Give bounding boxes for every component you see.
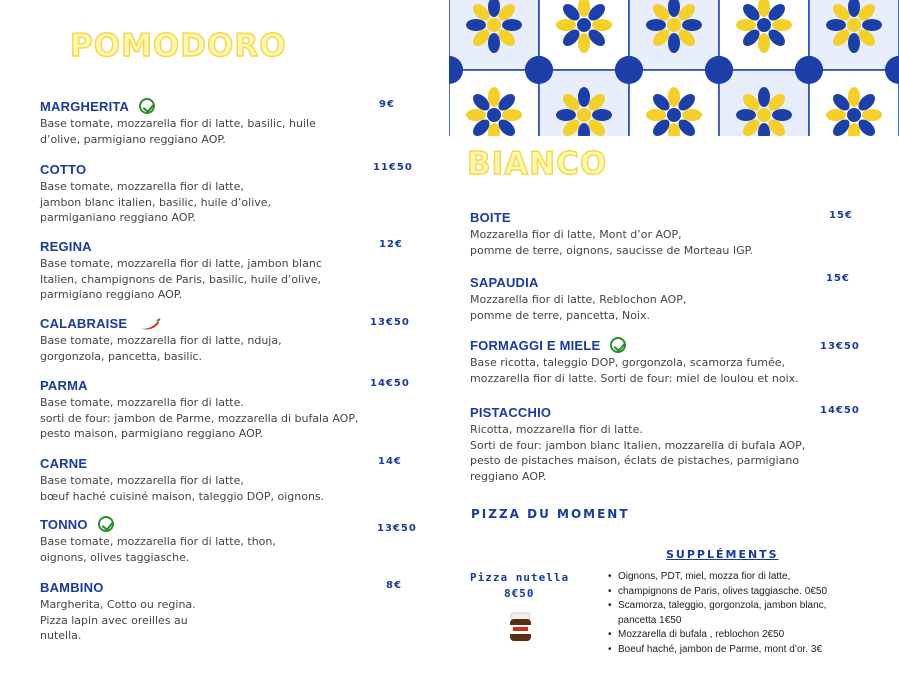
item-price: 15€	[826, 273, 850, 284]
item-name: BOITE	[470, 209, 511, 225]
item-name: PARMA	[40, 377, 88, 393]
menu-item-margherita	[40, 97, 420, 147]
supplement-line: • Boeuf haché, jambon de Parme, mont d’or. 3€	[608, 643, 827, 658]
item-description: Base tomate, mozzarella fior di latte, nduja, gorgonzola, pancetta, basilic.	[40, 334, 282, 363]
item-price: 14€50	[370, 378, 410, 389]
item-description: Base tomate, mozzarella fior di latte, jambon blanc italien, basilic, huile d’olive, parmiganiano reggiano AOP.	[40, 180, 272, 225]
section-title-bianco: BIANCO	[467, 146, 608, 182]
item-name: BAMBINO	[40, 579, 104, 595]
decorative-tiles-image	[449, 0, 899, 136]
section-title-pomodoro: POMODORO	[70, 28, 287, 64]
item-name: SAPAUDIA	[470, 274, 539, 290]
moment-pizza-price: 8€50	[504, 587, 535, 600]
menu-item-parma	[40, 376, 420, 442]
supplements-title: SUPPLÉMENTS	[666, 548, 779, 561]
item-description: Margherita, Cotto ou regina. Pizza lapin avec oreilles au nutella.	[40, 598, 196, 643]
item-description: Base tomate, mozzarella fior di latte, basilic, huile d’olive, parmigiano reggiano AOP.	[40, 117, 316, 146]
item-name: CARNE	[40, 455, 88, 471]
supplement-line: • Mozzarella di bufala , reblochon 2€50	[608, 628, 827, 643]
item-description: Base tomate, mozzarella fior di latte. sorti de four: jambon de Parme, mozzarella di bufala AOP, pesto maison, parmigiano reggiano AOP.	[40, 396, 359, 441]
item-description: Mozzarella fior di latte, Mont d’or AOP, pomme de terre, oignons, saucisse de Morteau IGP.	[470, 228, 754, 257]
vegetarian-icon	[610, 337, 626, 353]
supplement-line: • Scamorza, taleggio, gorgonzola, jambon blanc,	[608, 599, 827, 614]
menu-item-carne	[40, 454, 420, 504]
menu-item-boite	[470, 208, 870, 258]
item-name: REGINA	[40, 238, 92, 254]
item-price: 14€	[378, 456, 402, 467]
item-price: 13€50	[377, 523, 417, 534]
menu-item-regina	[40, 237, 420, 303]
item-price: 15€	[829, 210, 853, 221]
menu-item-bambino	[40, 578, 420, 644]
item-description: Base tomate, mozzarella fior di latte, thon, oignons, olives taggiasche.	[40, 535, 276, 564]
supplement-line: pancetta 1€50	[618, 614, 682, 626]
supplement-line: • champignons de Paris, olives taggiasche. 0€50	[608, 585, 827, 600]
item-description: Base tomate, mozzarella fior di latte, jambon blanc Italien, champignons de Paris, basilic, huile d’olive, parmigiano reggiano AOP.	[40, 257, 322, 302]
item-name: FORMAGGI E MIELE	[470, 337, 601, 353]
menu-item-tonno	[40, 515, 420, 565]
menu-item-sapaudia	[470, 273, 870, 323]
item-description: Base ricotta, taleggio DOP, gorgonzola, scamorza fumée, mozzarella fior di latte. Sorti de four: miel de loulou et noix.	[470, 356, 799, 385]
item-price: 14€50	[820, 405, 860, 416]
menu-item-cotto	[40, 160, 420, 226]
item-description: Base tomate, mozzarella fior di latte, bœuf haché cuisiné maison, taleggio DOP, oignons.	[40, 474, 325, 503]
chili-icon	[137, 318, 159, 328]
item-name: TONNO	[40, 516, 88, 532]
vegetarian-icon	[139, 98, 155, 114]
supplement-line: • Oignons, PDT, miel, mozza fior di latte,	[608, 570, 827, 585]
item-price: 11€50	[373, 162, 413, 173]
supplements-list	[608, 570, 827, 657]
item-price: 12€	[379, 239, 403, 250]
item-price: 13€50	[820, 341, 860, 352]
pizza-du-moment-title: PIZZA DU MOMENT	[471, 507, 630, 521]
item-price: 13€50	[370, 317, 410, 328]
vegetarian-icon	[98, 516, 114, 532]
item-price: 9€	[379, 99, 395, 110]
item-name: MARGHERITA	[40, 98, 130, 114]
item-description: Mozzarella fior di latte, Reblochon AOP, pomme de terre, pancetta, Noix.	[470, 293, 687, 322]
item-price: 8€	[386, 580, 402, 591]
item-name: CALABRAISE	[40, 315, 128, 331]
menu-item-calabraise	[40, 314, 420, 364]
moment-pizza-name: Pizza nutella	[470, 571, 570, 584]
item-name: COTTO	[40, 161, 87, 177]
item-name: PISTACCHIO	[470, 404, 552, 420]
item-description: Ricotta, mozzarella fior di latte. Sorti de four: jambon blanc Italien, mozzarella di bufala AOP, pesto de pistaches maison, éclats de pistaches, parmigiano reggiano AOP.	[470, 423, 806, 483]
nutella-jar-icon	[508, 612, 533, 642]
